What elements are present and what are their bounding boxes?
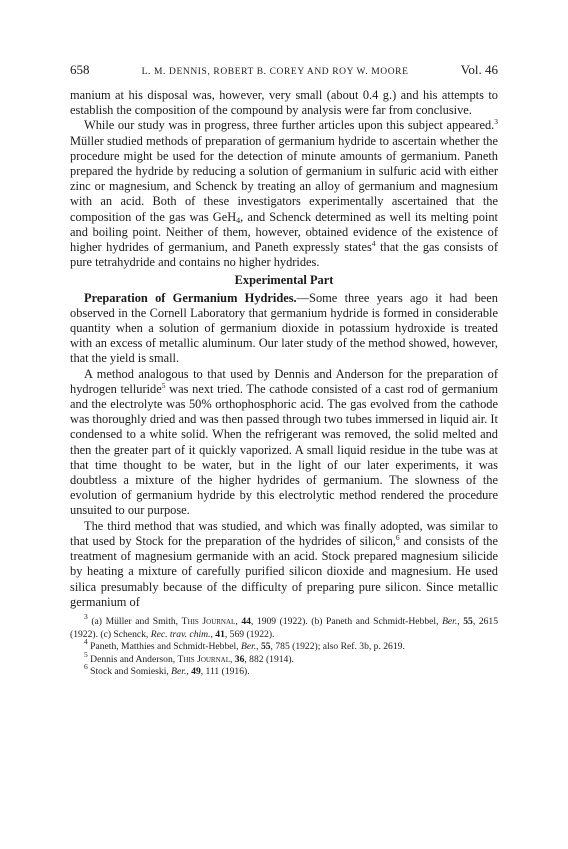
paragraph-continuation: manium at his disposal was, however, very small (about 0.4 g.) and his attempts to establish the composition of the compound by analysis were far from conclusive. [70,88,498,118]
footnote-6: $^6$ Stock and Somieski, Ber., 49, 111 (1916). [84,662,250,678]
paragraph-preparation: Preparation of Germanium Hydrides.—Some three years ago it had been observed in the Cornell Laboratory that germanium hydride is formed in considerable quantity when a solution of germanium dioxide in potassium hydroxide is treated with an excess of metallic aluminum. Our later study of the method showed, however, that the yield is small. [70,290,498,366]
footnotes [70,611,499,679]
footnote-5: $^5$ Dennis and Anderson, This Journal, 36, 882 (1914). [84,649,294,665]
footnote-ref: 4 [371,239,376,249]
run-in-heading: Preparation of Germanium Hydrides. [84,290,297,305]
footnote-3: $^3$ (a) Müller and Smith, This Journal, 44, 1909 (1922). (b) Paneth and Schmidt-Hebbel, Ber., 55, 2615 (1922). (c) Schenck, Rec. trav. chim., 41, 569 (1922). [70,611,499,640]
running-header [70,62,498,78]
paragraph-third-method: The third method that was studied, and which was finally adopted, was similar to that used by Stock for the preparation of the hydrides of silicon,$^6$ and consists of the treatment of magnesium germanide with an acid. Stock prepared magnesium silicide by heating a mixture of carefully purified silicon dioxide and magnesium. He used silica presumably because of the difficulty of preparing pure silicon. Since metallic germanium of [70,518,499,609]
footnote-ref: 6 [395,532,400,542]
paragraph-electrolytic-method: A method analogous to that used by Dennis and Anderson for the preparation of hydrogen telluride$^5$ was next tried. The cathode consisted of a cast rod of germanium and the electrolyte was 50% orthophosphoric acid. The gas evolved from the cathode was thoroughly dried and was then passed through two tubes immersed in liquid air. It condensed to a white solid. When the refrigerant was removed, the solid melted and then the greater part of it quickly vaporized. A small liquid residue in the tube was at that time thought to be water, but in the light of our later experiments, it was doubtless a mixture of the higher hydrides of germanium. The slowness of the evolution of germanium hydride by this electrolytic method rendered the procedure unsuited to our purpose. [70,366,498,518]
paragraph-recent-articles: While our study was in progress, three further articles upon this subject appeared.$^3$ Müller studied methods of preparation of germanium hydride to ascertain whether the procedure might be used for the detection of minute amounts of germanium. Paneth prepared the hydride by reducing a solution of germanium in sulfuric acid with either zinc or magnesium, and Schenck by treating an alloy of germanium and magnesium with an acid. Both of these investigators experimentally ascertained that the composition of the gas was GeH$_4$, and Schenck determined as well its melting point and boiling point. Neither of them, however, obtained evidence of the existence of higher hydrides of germanium, and Paneth expressly states$^4$ that the gas consists of pure tetrahydride and contains no higher hydrides. [70,117,498,270]
footnote-4: $^4$ Paneth, Matthies and Schmidt-Hebbel, Ber., 55, 785 (1922); also Ref. 3b, p. 2619. [84,637,405,653]
journal-page [70,62,498,679]
footnote-ref: 3 [494,117,498,127]
page-number: 658 [70,62,90,77]
section-heading: Experimental Part [234,273,334,288]
footnote-ref: 5 [161,380,166,390]
running-head-authors: L. M. DENNIS, ROBERT B. COREY AND ROY W. MOORE [141,67,409,77]
volume-label: Vol. 46 [460,62,498,77]
